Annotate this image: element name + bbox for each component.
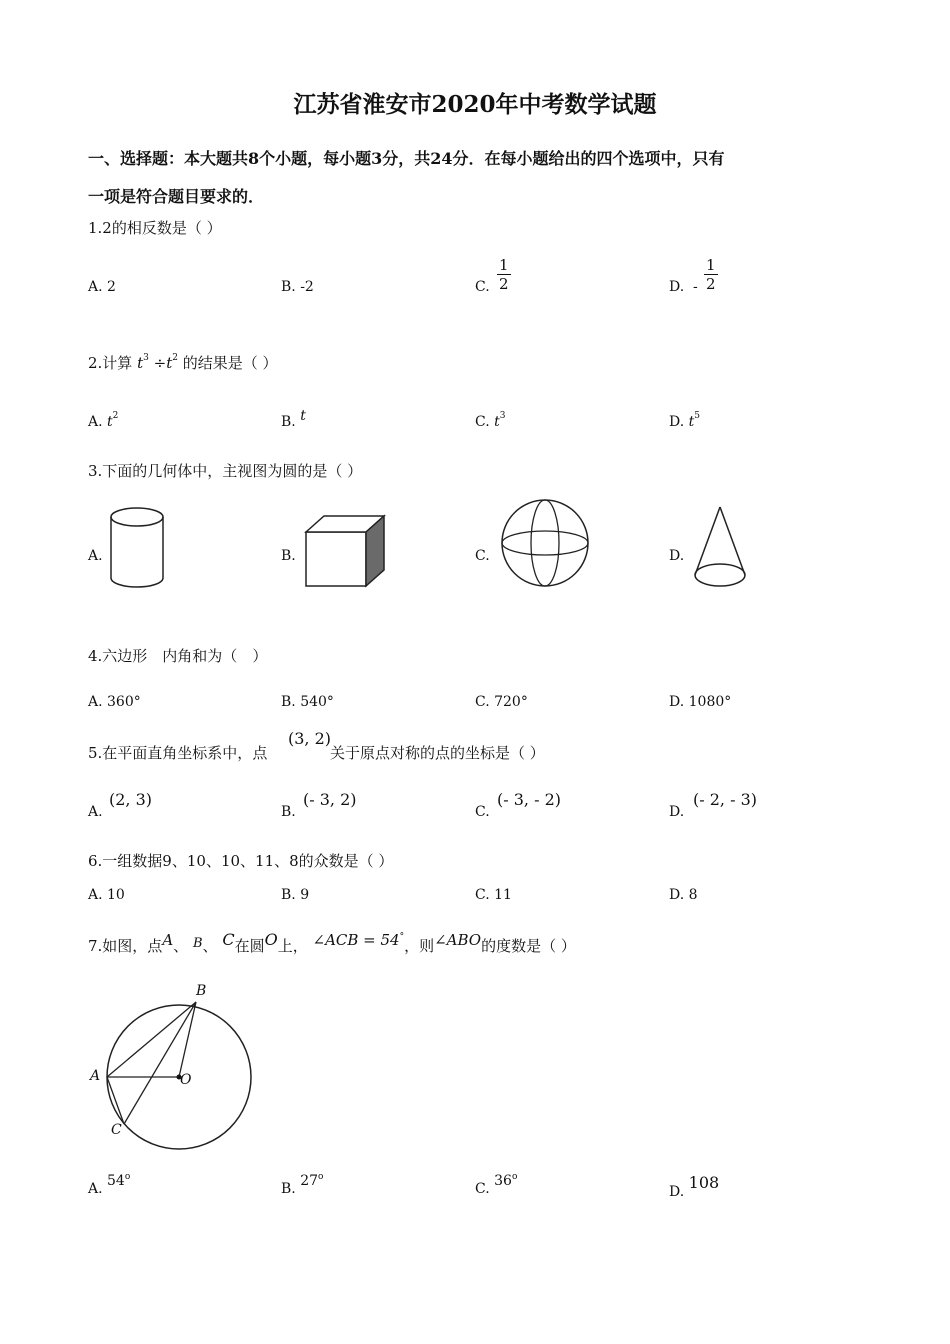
q2-a-base: t — [107, 414, 113, 430]
q2-a-label: A. — [88, 414, 103, 430]
figure-label-b: B — [196, 983, 207, 999]
q2-option-c — [475, 411, 506, 430]
q6-option-d: D. 8 — [669, 887, 698, 903]
q1-d-sign: - — [693, 279, 698, 295]
q5-option-c-value: (- 3, - 2) — [497, 790, 561, 809]
q2-expr-b: t — [166, 354, 173, 372]
q3-option-d-label: D. — [669, 548, 685, 564]
q7-point-o: O — [264, 930, 278, 949]
section-heading-line1: 一、选择题：本大题共8个小题，每小题3分，共24分．在每小题给出的四个选项中，只有 — [88, 149, 725, 168]
q7-option-c — [475, 1172, 518, 1197]
q7-mid: 在圆 — [234, 937, 265, 955]
q2-prefix: 2.计算 — [88, 354, 133, 372]
q7-on: 上， — [277, 937, 308, 955]
q2-a-exp: 2 — [112, 411, 119, 421]
q5-option-a-value: (2, 3) — [109, 790, 153, 809]
q2-expr-a: t — [137, 354, 144, 372]
q7-a-label: A. — [88, 1181, 103, 1197]
q1-option-d-label: D. — [669, 279, 685, 295]
question-5-stem-prefix: 5.在平面直角坐标系中，点 — [88, 744, 268, 762]
q2-c-base: t — [494, 414, 500, 430]
q1-option-c-label: C. — [475, 279, 490, 295]
q7-b-label: B. — [281, 1181, 296, 1197]
figure-label-a: A — [90, 1068, 101, 1084]
q5-option-c-label: C. — [475, 804, 490, 820]
q5-point: (3, 2) — [288, 729, 332, 748]
q7-angle-acb: ∠ACB = 54 — [312, 931, 400, 949]
q1-d-numerator: 1 — [706, 256, 716, 274]
q7-prefix: 7.如图，点 — [88, 937, 163, 955]
figure-label-o: O — [180, 1072, 192, 1088]
q7-b-value: 27 — [300, 1173, 319, 1189]
q1-option-a: A. 2 — [88, 279, 116, 295]
q5-option-d-value: (- 2, - 3) — [693, 790, 757, 809]
q2-c-label: C. — [475, 414, 490, 430]
cone-figure — [692, 505, 750, 591]
q2-div: ÷ — [153, 354, 167, 372]
q4-option-b: B. 540° — [281, 694, 334, 710]
q1-c-denominator: 2 — [499, 275, 509, 293]
q1-d-denominator: 2 — [706, 275, 716, 293]
question-6-stem: 6.一组数据9、10、10、11、8的众数是（ ） — [88, 852, 394, 870]
question-4-stem: 4.六边形 内角和为（ ） — [88, 647, 268, 665]
figure-label-c: C — [111, 1122, 122, 1138]
q6-option-c: C. 11 — [475, 887, 512, 903]
q7-option-b — [281, 1172, 324, 1197]
q7-point-a: A — [162, 931, 174, 949]
q7-c-degree: o — [511, 1172, 518, 1182]
q1-option-d-fraction — [704, 256, 718, 293]
q4-option-d: D. 1080° — [669, 694, 732, 710]
q2-option-b — [281, 408, 306, 430]
q2-d-exp: 5 — [694, 411, 701, 421]
sphere-figure — [500, 498, 590, 588]
q7-sep2: 、 — [202, 937, 218, 955]
question-3-stem: 3.下面的几何体中，主视图为圆的是（ ） — [88, 462, 363, 480]
q7-option-d — [669, 1173, 720, 1200]
q7-option-a — [88, 1172, 131, 1197]
q2-option-a — [88, 411, 119, 430]
q2-suffix: 的结果是（ ） — [182, 354, 278, 372]
q5-option-a-label: A. — [88, 804, 103, 820]
q7-a-value: 54 — [107, 1173, 125, 1189]
q2-d-base: t — [688, 414, 695, 430]
question-5-stem-suffix: 关于原点对称的点的坐标是（ ） — [330, 744, 545, 762]
q2-exp-a: 3 — [143, 353, 149, 363]
section-heading-line2: 一项是符合题目要求的． — [88, 187, 265, 206]
q3-option-b-label: B. — [281, 548, 296, 564]
q7-point-b: B — [192, 936, 203, 951]
page-title: 江苏省淮安市2020年中考数学试题 — [293, 91, 657, 118]
q6-option-b: B. 9 — [281, 887, 310, 903]
q1-option-c-fraction — [497, 256, 511, 293]
q7-d-value: 108 — [688, 1173, 720, 1192]
q4-option-a: A. 360° — [88, 694, 141, 710]
q3-option-c-label: C. — [475, 548, 490, 564]
q4-option-c: C. 720° — [475, 694, 528, 710]
q7-a-degree: o — [124, 1172, 131, 1182]
q7-sep1: 、 — [173, 937, 189, 955]
q7-suffix: 的度数是（ ） — [481, 937, 576, 955]
q2-b-label: B. — [281, 414, 296, 430]
question-7-stem — [88, 930, 576, 956]
q6-option-a: A. 10 — [88, 887, 125, 903]
question-2-stem — [88, 352, 278, 373]
q7-c-label: C. — [475, 1181, 490, 1197]
q5-option-d-label: D. — [669, 804, 685, 820]
q5-option-b-label: B. — [281, 804, 296, 820]
q7-b-degree: o — [318, 1172, 324, 1182]
q2-option-d — [669, 411, 701, 430]
q2-b-base: t — [300, 408, 306, 424]
q2-exp-b: 2 — [172, 353, 178, 363]
q1-option-b: B. -2 — [281, 279, 314, 295]
q2-d-label: D. — [669, 414, 685, 430]
q7-d-label: D. — [669, 1184, 685, 1200]
q7-point-c: C — [222, 930, 235, 949]
q5-option-b-value: (- 3, 2) — [303, 790, 357, 809]
q2-c-exp: 3 — [499, 411, 506, 421]
q7-angle-abo: ∠ABO — [434, 931, 482, 949]
cylinder-figure — [108, 506, 168, 590]
q7-degree: ° — [399, 932, 405, 942]
q7-comma: ，则 — [404, 937, 435, 955]
q1-c-numerator: 1 — [499, 256, 509, 274]
question-1-stem: 1.2的相反数是（ ） — [88, 219, 222, 237]
q3-option-a-label: A. — [88, 548, 103, 564]
cube-figure — [304, 514, 388, 590]
q7-c-value: 36 — [494, 1173, 512, 1189]
